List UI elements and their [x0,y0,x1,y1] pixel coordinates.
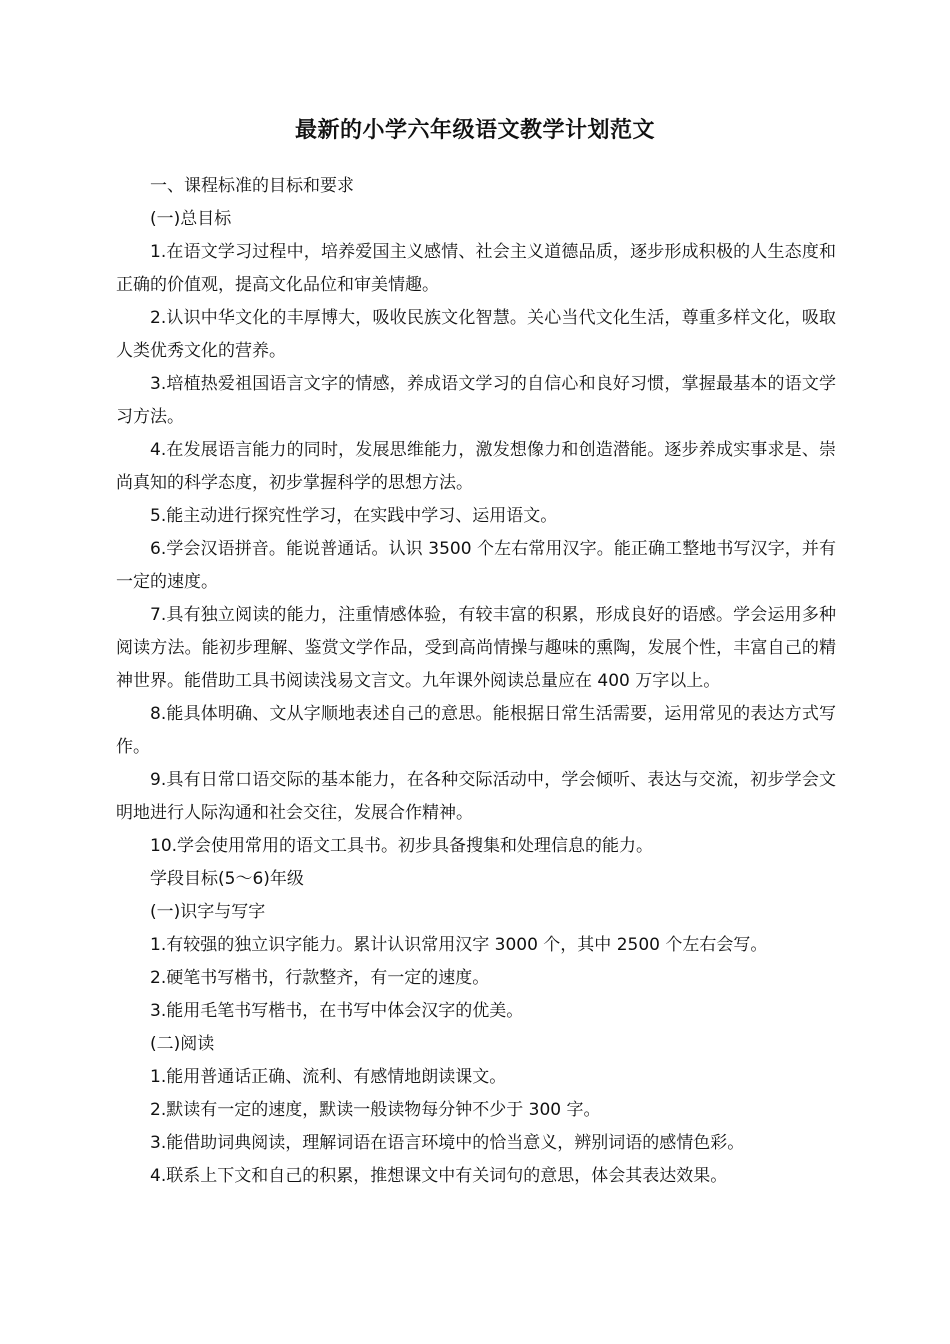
paragraph-goal-3: 3.培植热爱祖国语言文字的情感，养成语文学习的自信心和良好习惯，掌握最基本的语文学习方法。 [116,374,836,427]
paragraph-goal-8: 8.能具体明确、文从字顺地表述自己的意思。能根据日常生活需要，运用常见的表达方式写作。 [116,704,836,757]
document-title: 最新的小学六年级语文教学计划范文 [294,118,655,143]
paragraph-literacy-3: 3.能用毛笔书写楷书，在书写中体会汉字的优美。 [150,1001,524,1021]
paragraph-goal-7: 7.具有独立阅读的能力，注重情感体验，有较丰富的积累，形成良好的语感。学会运用多种阅读方法。能初步理解、鉴赏文学作品，受到高尚情操与趣味的熏陶，发展个性，丰富自己的精神世界。能借助工具书阅读浅易文言文。九年课外阅读总量应在 400 万字以上。 [116,605,836,691]
paragraph-goal-4: 4.在发展语言能力的同时，发展思维能力，激发想像力和创造潜能。逐步养成实事求是、崇尚真知的科学态度，初步掌握科学的思想方法。 [116,440,836,493]
paragraph-goal-6: 6.学会汉语拼音。能说普通话。认识 3500 个左右常用汉字。能正确工整地书写汉字，并有一定的速度。 [116,539,836,592]
paragraph-goal-2: 2.认识中华文化的丰厚博大，吸收民族文化智慧。关心当代文化生活，尊重多样文化，吸取人类优秀文化的营养。 [116,308,836,361]
paragraph-literacy-1: 1.有较强的独立识字能力。累计认识常用汉字 3000 个，其中 2500 个左右会写。 [150,935,768,955]
paragraph-goal-10: 10.学会使用常用的语文工具书。初步具备搜集和处理信息的能力。 [150,836,654,856]
paragraph-goal-5: 5.能主动进行探究性学习，在实践中学习、运用语文。 [150,506,558,526]
section-heading-stage-goals: 学段目标(5～6)年级 [150,869,304,889]
section-heading-standards: 一、课程标准的目标和要求 [150,176,354,196]
document-body [116,170,836,1193]
paragraph-reading-1: 1.能用普通话正确、流利、有感情地朗读课文。 [150,1067,507,1087]
paragraph-goal-1: 1.在语文学习过程中，培养爱国主义感情、社会主义道德品质，逐步形成积极的人生态度和正确的价值观，提高文化品位和审美情趣。 [116,242,836,295]
paragraph-reading-3: 3.能借助词典阅读，理解词语在语言环境中的恰当意义，辨别词语的感情色彩。 [150,1133,745,1153]
subsection-heading-overall-goals: (一)总目标 [150,209,232,229]
paragraph-literacy-2: 2.硬笔书写楷书，行款整齐，有一定的速度。 [150,968,490,988]
paragraph-goal-9: 9.具有日常口语交际的基本能力，在各种交际活动中，学会倾听、表达与交流，初步学会文明地进行人际沟通和社会交往，发展合作精神。 [116,770,836,823]
subsection-heading-literacy: (一)识字与写字 [150,902,266,922]
paragraph-reading-2: 2.默读有一定的速度，默读一般读物每分钟不少于 300 字。 [150,1100,601,1120]
subsection-heading-reading: (二)阅读 [150,1034,215,1054]
paragraph-reading-4: 4.联系上下文和自己的积累，推想课文中有关词句的意思，体会其表达效果。 [150,1166,728,1186]
